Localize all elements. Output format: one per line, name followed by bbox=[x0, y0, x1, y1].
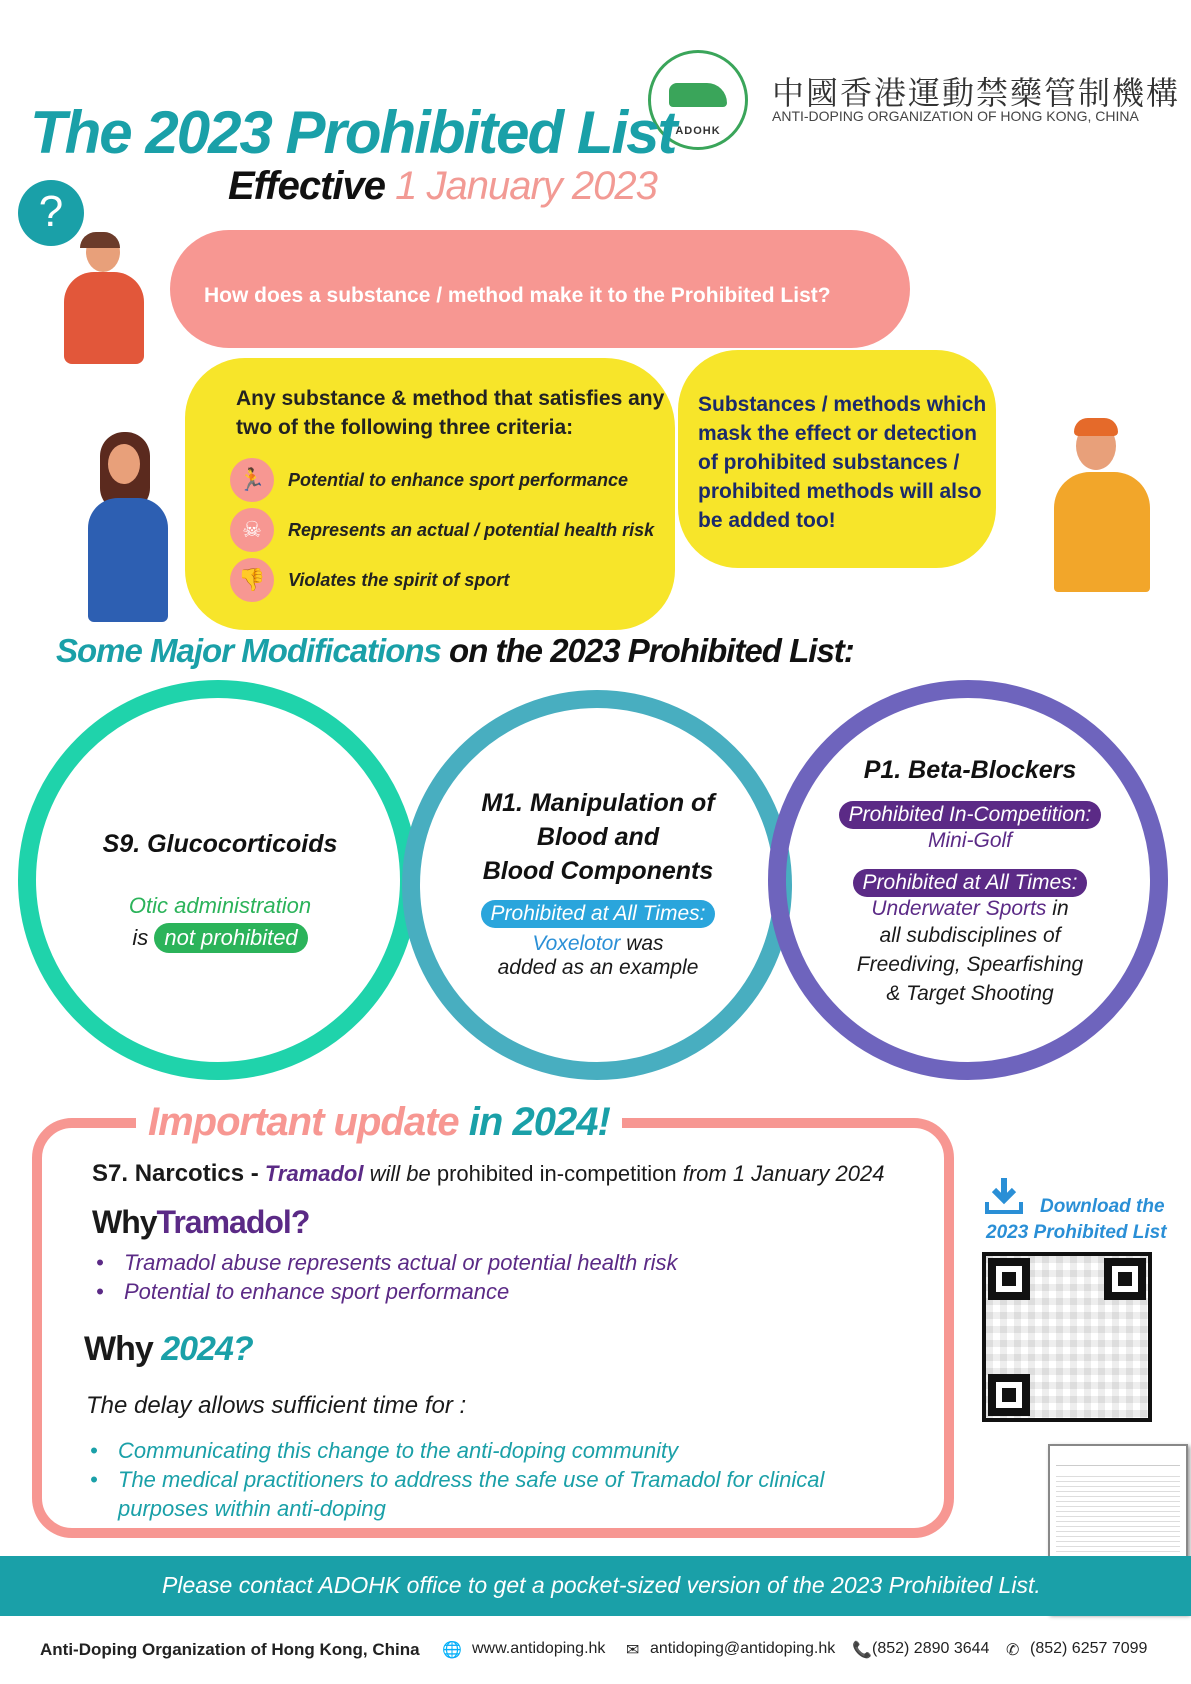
p1-title: P1. Beta-Blockers bbox=[863, 756, 1077, 784]
list-item: • Tramadol abuse represents actual or potential health risk bbox=[90, 1248, 678, 1277]
why-2024-heading bbox=[84, 1330, 253, 1369]
list-item: • Potential to enhance sport performance bbox=[90, 1277, 678, 1306]
why-tramadol-prefix: Why bbox=[92, 1204, 157, 1240]
p1-highlight: Underwater Sports bbox=[871, 897, 1047, 920]
m1-highlight: Voxelotor bbox=[532, 932, 621, 955]
phone-number[interactable]: (852) 2890 3644 bbox=[872, 1640, 990, 1657]
org-name-english: ANTI-DOPING ORGANIZATION OF HONG KONG, CHINA bbox=[772, 108, 1139, 124]
m1-title-1: M1. Manipulation of bbox=[481, 789, 715, 817]
p1-card bbox=[810, 756, 1130, 1008]
criterion-spirit bbox=[230, 558, 509, 602]
globe-icon: 🌐 bbox=[442, 1642, 462, 1659]
logo-wreath-icon bbox=[669, 83, 727, 107]
org-name-chinese: 中國香港運動禁藥管制機構 bbox=[772, 75, 1181, 111]
criterion-label: Violates the spirit of sport bbox=[288, 569, 510, 590]
modifications-heading-rest: on the 2023 Prohibited List: bbox=[449, 632, 854, 669]
s7-line bbox=[92, 1160, 884, 1188]
update-heading-a: Important update bbox=[148, 1100, 459, 1144]
footer-band-text: Please contact ADOHK office to get a pocket-sized version of the 2023 Prohibited List. bbox=[162, 1572, 1041, 1598]
skull-icon: ☠ bbox=[230, 508, 274, 552]
s7-rest-2: from 1 January 2024 bbox=[682, 1161, 885, 1186]
s9-line2 bbox=[60, 923, 380, 953]
s9-pill: not prohibited bbox=[154, 923, 307, 953]
delay-reasons bbox=[84, 1436, 904, 1523]
criterion-label: Represents an actual / potential health risk bbox=[288, 519, 655, 540]
website-link[interactable]: www.antidoping.hk bbox=[472, 1640, 606, 1657]
thinking-man-illustration bbox=[58, 232, 154, 364]
download-line2[interactable]: 2023 Prohibited List bbox=[986, 1222, 1167, 1243]
m1-title-3: Blood Components bbox=[482, 857, 714, 885]
criterion-health bbox=[230, 508, 654, 552]
s9-title: S9. Glucocorticoids bbox=[102, 830, 338, 858]
question-mark-icon: ? bbox=[18, 180, 84, 246]
email-link[interactable]: antidoping@antidoping.hk bbox=[650, 1640, 836, 1657]
mask-note: Substances / methods which mask the effect or detection of prohibited substances / prohibited methods will also be added too! bbox=[698, 393, 987, 532]
p1-rest-3: Freediving, Spearfishing bbox=[856, 953, 1084, 976]
m1-rest-2: added as an example bbox=[497, 956, 699, 979]
criterion-label: Potential to enhance sport performance bbox=[288, 469, 629, 490]
list-item: • The medical practitioners to address the safe use of Tramadol for clinical purposes within anti-doping bbox=[84, 1465, 904, 1523]
why-year-word: 2024? bbox=[161, 1330, 253, 1368]
s9-card bbox=[60, 830, 380, 953]
p1-rest-4: & Target Shooting bbox=[886, 982, 1054, 1005]
whatsapp-icon: ✆ bbox=[1006, 1642, 1020, 1659]
s7-rest-bold: prohibited in-competition bbox=[436, 1161, 677, 1186]
download-line1[interactable]: Download the bbox=[1040, 1196, 1165, 1217]
criterion-performance bbox=[230, 458, 628, 502]
s9-line1: Otic administration bbox=[128, 893, 312, 918]
p1-pill-2: Prohibited at All Times: bbox=[853, 869, 1088, 897]
p1-line bbox=[810, 897, 1130, 921]
p1-rest-2: all subdisciplines of bbox=[879, 924, 1061, 947]
runner-icon: 🏃 bbox=[230, 458, 274, 502]
list-item: • Communicating this change to the anti-doping community bbox=[84, 1436, 904, 1465]
delay-text: The delay allows sufficient time for : bbox=[86, 1392, 467, 1419]
update-heading-b: in 2024! bbox=[468, 1100, 610, 1144]
phone-icon: 📞 bbox=[852, 1642, 872, 1659]
criteria-heading: Any substance & method that satisfies any two of the following three criteria: bbox=[236, 387, 665, 439]
qr-code[interactable] bbox=[982, 1252, 1152, 1422]
p1-pill-1: Prohibited In-Competition: bbox=[839, 801, 1102, 829]
question-text: How does a substance / method make it to the Prohibited List? bbox=[204, 284, 831, 307]
m1-card bbox=[440, 786, 756, 980]
man-illustration bbox=[1018, 422, 1168, 592]
why-year-prefix: Why bbox=[84, 1330, 153, 1368]
subtitle-date: 1 January 2023 bbox=[395, 164, 657, 208]
m1-rest-1: was bbox=[626, 932, 664, 955]
m1-pill: Prohibited at All Times: bbox=[481, 900, 716, 928]
modifications-heading bbox=[56, 632, 854, 670]
p1-sport-1: Mini-Golf bbox=[927, 829, 1012, 852]
footer-org: Anti-Doping Organization of Hong Kong, China bbox=[40, 1640, 420, 1659]
subtitle-prefix: Effective bbox=[228, 164, 386, 208]
logo-text: ADOHK bbox=[675, 125, 721, 137]
s7-label: S7. Narcotics - bbox=[92, 1160, 259, 1187]
s7-drug: Tramadol bbox=[264, 1161, 364, 1186]
download-icon[interactable] bbox=[984, 1176, 1024, 1216]
m1-line bbox=[440, 932, 756, 956]
s9-line2-prefix: is bbox=[132, 925, 149, 950]
page-title: The 2023 Prohibited List bbox=[30, 99, 676, 166]
update-heading bbox=[136, 1100, 622, 1145]
why-tramadol-heading bbox=[92, 1204, 309, 1241]
why-tramadol-word: Tramadol? bbox=[156, 1204, 310, 1240]
woman-illustration bbox=[72, 432, 202, 622]
tramadol-reasons bbox=[90, 1248, 678, 1306]
whatsapp-number[interactable]: (852) 6257 7099 bbox=[1030, 1640, 1148, 1657]
m1-title-2: Blood and bbox=[536, 823, 660, 851]
p1-rest-1: in bbox=[1052, 897, 1069, 920]
modifications-heading-highlight: Some Major Modifications bbox=[56, 632, 441, 669]
s7-rest-1: will be bbox=[369, 1161, 431, 1186]
email-icon: ✉ bbox=[626, 1642, 640, 1659]
page-subtitle bbox=[228, 164, 657, 209]
thumbs-down-icon: 👎 bbox=[230, 558, 274, 602]
